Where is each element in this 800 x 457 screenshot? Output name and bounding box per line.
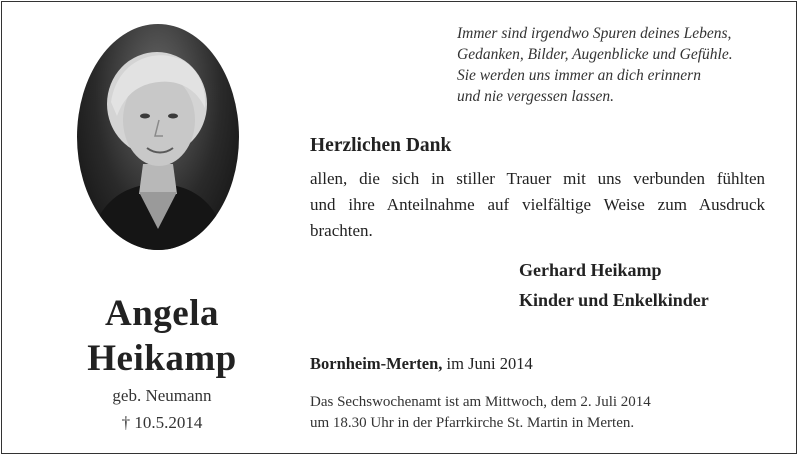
thanks-line: brachten.: [310, 221, 373, 240]
place-town: Bornheim-Merten,: [310, 354, 443, 373]
signer-line: Kinder und Enkelkinder: [519, 290, 709, 310]
maiden-name: geb. Neumann: [112, 386, 212, 405]
poem-line: Immer sind irgendwo Spuren deines Lebens,: [457, 25, 732, 42]
first-name: Angela: [105, 293, 219, 334]
memorial-poem: [457, 23, 733, 107]
portrait-photo: [77, 24, 239, 250]
poem-line: Sie werden uns immer an dich erinnern: [457, 67, 701, 84]
portrait-illustration: [77, 24, 239, 250]
poem-line: und nie vergessen lassen.: [457, 88, 614, 105]
thanks-line: allen, die sich in stiller Trauer mit uns verbunden fühlten: [310, 169, 765, 188]
notice-line: Das Sechswochenamt ist am Mittwoch, dem 2. Juli 2014: [310, 394, 651, 410]
last-name: Heikamp: [87, 338, 237, 379]
thanks-heading: Herzlichen Dank: [310, 135, 452, 156]
signers: [519, 255, 709, 315]
poem-line: Gedanken, Bilder, Augenblicke und Gefühle.: [457, 46, 733, 63]
mass-notice: [310, 392, 651, 434]
signer-line: Gerhard Heikamp: [519, 260, 662, 280]
place-and-date: [310, 354, 533, 374]
thanks-text: [310, 166, 765, 244]
obituary-card: [1, 1, 797, 454]
death-date: † 10.5.2014: [121, 413, 203, 432]
thanks-line: und ihre Anteilnahme auf vielfältige Weise zum Ausdruck: [310, 195, 765, 214]
notice-line: um 18.30 Uhr in der Pfarrkirche St. Martin in Merten.: [310, 415, 635, 431]
place-date: im Juni 2014: [442, 354, 533, 373]
